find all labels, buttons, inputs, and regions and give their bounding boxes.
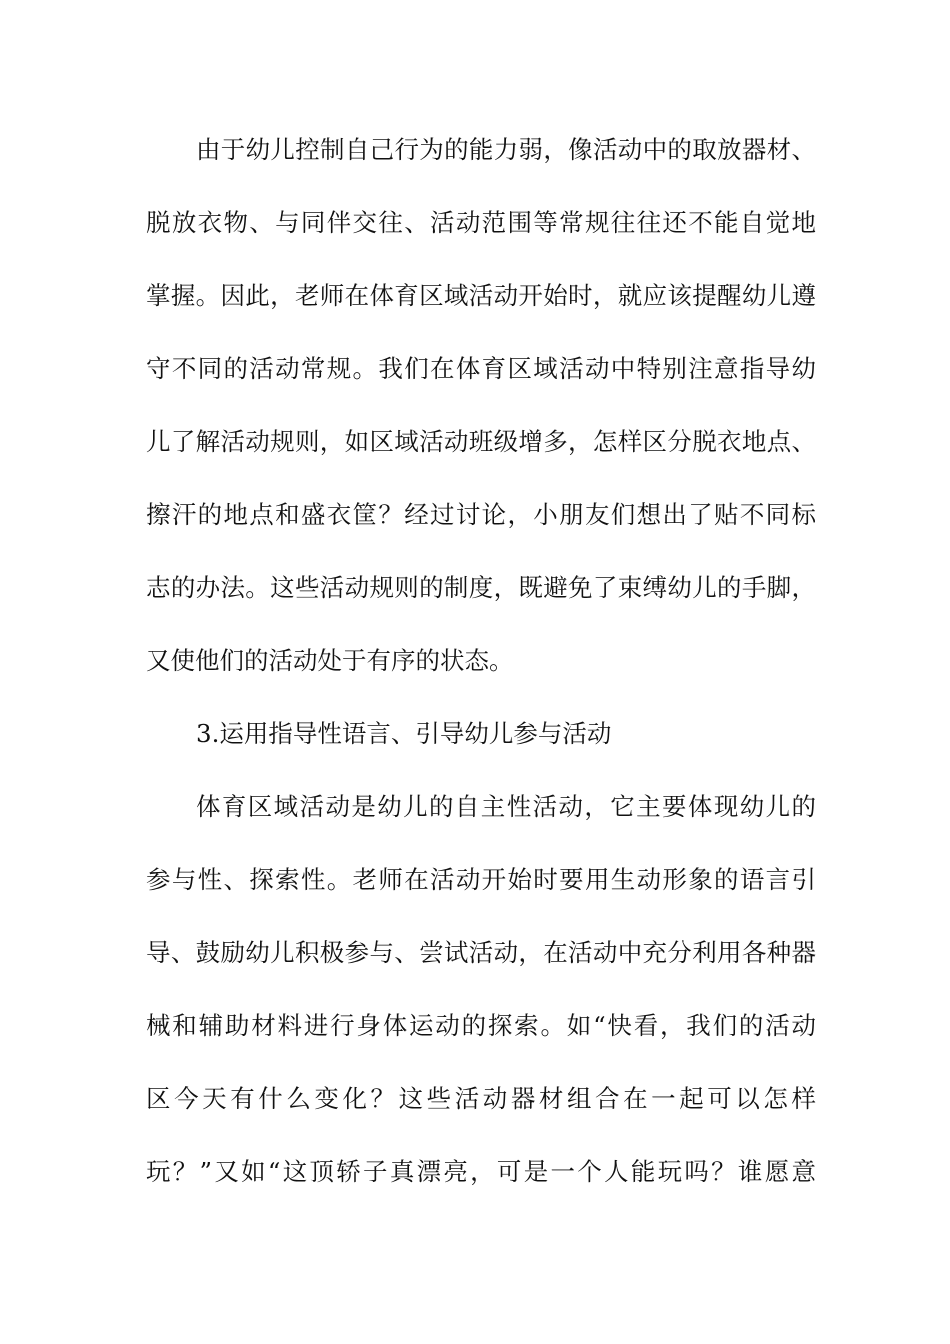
paragraph-1-line-6: 擦汗的地点和盛衣筐？经过讨论，小朋友们想出了贴不同标 <box>146 500 816 529</box>
paragraph-2-line-2: 参与性、探索性。老师在活动开始时要用生动形象的语言引 <box>146 865 816 894</box>
paragraph-2-line-6: 玩？”又如“这顶轿子真漂亮，可是一个人能玩吗？谁愿意 <box>146 1157 816 1186</box>
paragraph-1-line-1: 由于幼儿控制自己行为的能力弱，像活动中的取放器材、 <box>196 135 816 164</box>
paragraph-1-line-2: 脱放衣物、与同伴交往、活动范围等常规往往还不能自觉地 <box>146 208 816 237</box>
paragraph-2-line-4: 械和辅助材料进行身体运动的探索。如“快看，我们的活动 <box>146 1011 816 1040</box>
paragraph-1-line-8: 又使他们的活动处于有序的状态。 <box>146 646 514 675</box>
paragraph-1-line-7: 志的办法。这些活动规则的制度，既避免了束缚幼儿的手脚， <box>146 573 816 602</box>
paragraph-1-line-5: 儿了解活动规则，如区域活动班级增多，怎样区分脱衣地点、 <box>146 427 816 456</box>
paragraph-2-line-1: 体育区域活动是幼儿的自主性活动，它主要体现幼儿的 <box>196 792 816 821</box>
paragraph-1-line-3: 掌握。因此，老师在体育区域活动开始时，就应该提醒幼儿遵 <box>146 281 816 310</box>
section-heading: 3.运用指导性语言、引导幼儿参与活动 <box>196 719 612 748</box>
paragraph-1-line-4: 守不同的活动常规。我们在体育区域活动中特别注意指导幼 <box>146 354 816 383</box>
paragraph-2-line-5: 区今天有什么变化？这些活动器材组合在一起可以怎样 <box>146 1084 816 1113</box>
paragraph-2-line-3: 导、鼓励幼儿积极参与、尝试活动，在活动中充分利用各种器 <box>146 938 816 967</box>
